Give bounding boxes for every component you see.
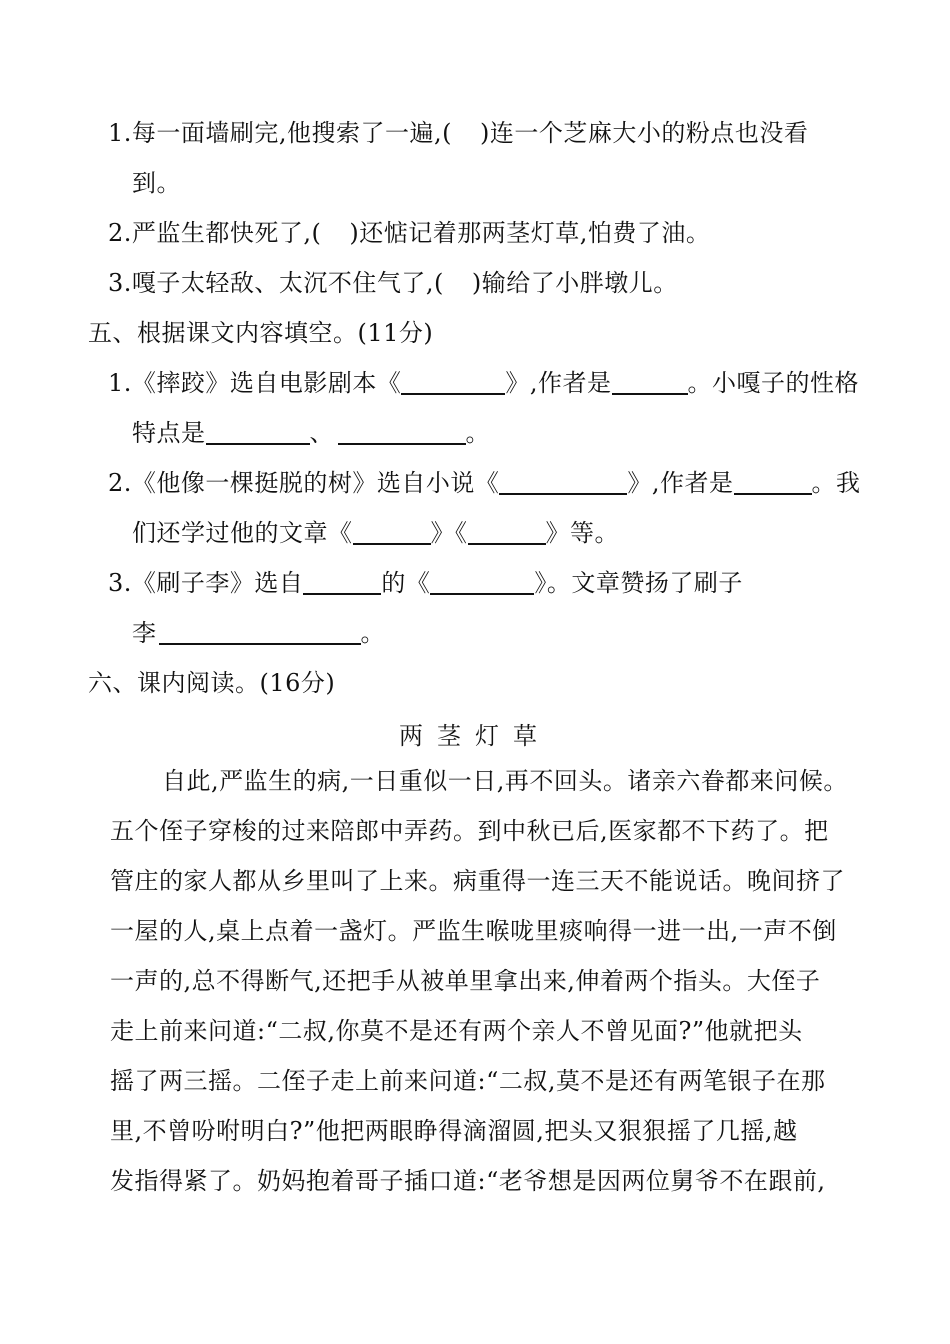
passage-line: 自此,严监生的病,一日重似一日,再不回头。诸亲六眷都来问候。	[162, 767, 848, 795]
answer-blank[interactable]	[401, 371, 505, 395]
passage-title: 两茎灯草	[399, 722, 551, 750]
s5-q3-line1: 3.《刷子李》选自 的《 》。文章赞扬了刷子	[108, 569, 743, 597]
s4-q3: 3.嘎子太轻敌、太沉不住气了,( )输给了小胖墩儿。	[108, 269, 678, 297]
answer-blank[interactable]	[338, 421, 466, 445]
answer-blank[interactable]	[353, 521, 431, 545]
passage-line: 一屋的人,桌上点着一盏灯。严监生喉咙里痰响得一进一出,一声不倒	[110, 917, 837, 945]
passage-line: 走上前来问道:“二叔,你莫不是还有两个亲人不曾见面?”他就把头	[110, 1017, 803, 1045]
passage-line: 一声的,总不得断气,还把手从被单里拿出来,伸着两个指头。大侄子	[110, 967, 821, 995]
passage-line: 里,不曾吩咐明白?”他把两眼睁得滴溜圆,把头又狠狠摇了几摇,越	[110, 1117, 798, 1145]
s5-q1-line2: 特点是 、 。	[132, 419, 490, 447]
answer-blank[interactable]	[612, 371, 688, 395]
answer-blank[interactable]	[499, 471, 627, 495]
passage-line: 发指得紧了。奶妈抱着哥子插口道:“老爷想是因两位舅爷不在跟前,	[110, 1167, 826, 1195]
answer-blank[interactable]	[206, 421, 310, 445]
s4-q2: 2.严监生都快死了,( )还惦记着那两茎灯草,怕费了油。	[108, 219, 711, 247]
passage-line: 管庄的家人都从乡里叫了上来。病重得一连三天不能说话。晚间挤了	[110, 867, 845, 895]
answer-blank[interactable]	[159, 621, 361, 645]
answer-blank[interactable]	[468, 521, 546, 545]
answer-blank[interactable]	[303, 571, 381, 595]
passage-line: 五个侄子穿梭的过来陪郎中弄药。到中秋已后,医家都不下药了。把	[110, 817, 829, 845]
s5-q3-line2: 李 。	[132, 619, 385, 647]
s4-q1-line1: 1.每一面墙刷完,他搜索了一遍,( )连一个芝麻大小的粉点也没看	[108, 119, 809, 147]
answer-blank[interactable]	[430, 571, 534, 595]
section6-heading: 六、课内阅读。(16分)	[88, 669, 336, 697]
answer-blank[interactable]	[734, 471, 812, 495]
section5-heading: 五、根据课文内容填空。(11分)	[88, 319, 434, 347]
s5-q1-line1: 1.《摔跤》选自电影剧本《 》,作者是 。小嘎子的性格	[108, 369, 860, 397]
passage-line: 摇了两三摇。二侄子走上前来问道:“二叔,莫不是还有两笔银子在那	[110, 1067, 826, 1095]
s4-q1-line2: 到。	[132, 169, 181, 197]
s5-q2-line2: 们还学过他的文章《 》《 》等。	[132, 519, 619, 547]
s5-q2-line1: 2.《他像一棵挺脱的树》选自小说《 》,作者是 。我	[108, 469, 861, 497]
